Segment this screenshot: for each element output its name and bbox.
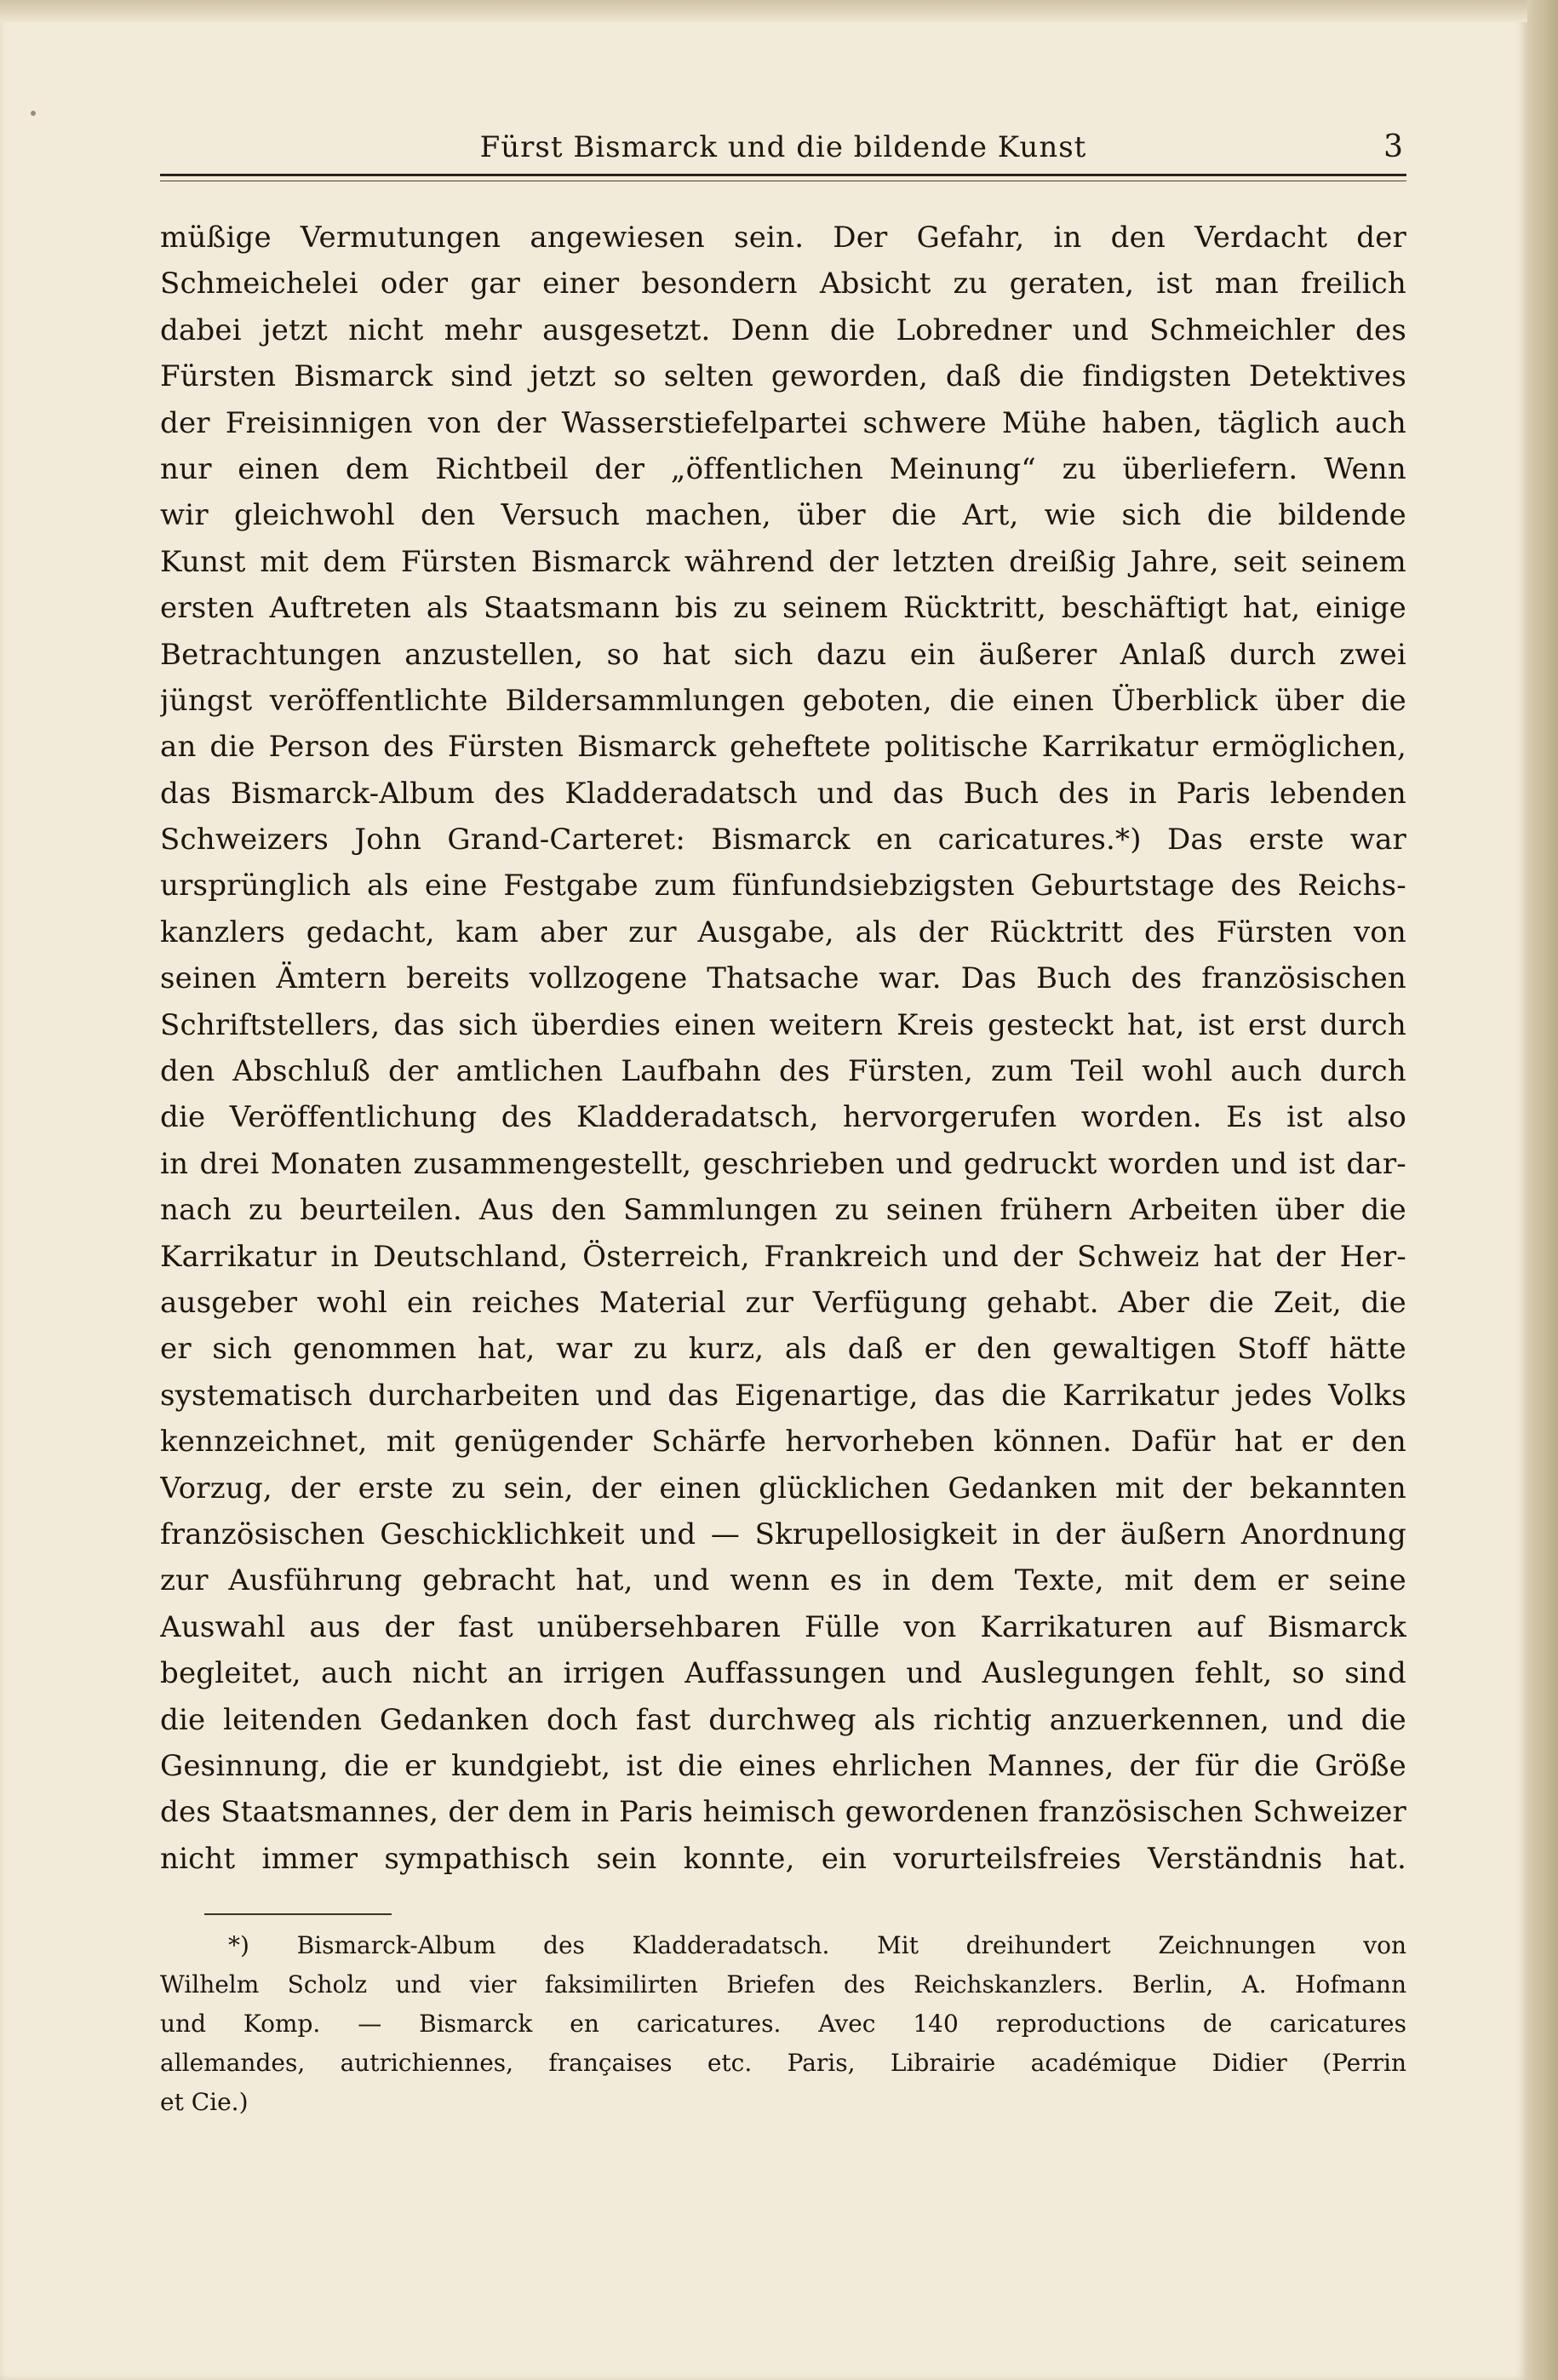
body-line: Betrachtungen anzustellen, so hat sich dazu ein äußerer Anlaß durch zwei	[160, 637, 1406, 672]
body-line: zur Ausführung gebracht hat, und wenn es in dem Texte, mit dem er seine	[160, 1563, 1406, 1598]
body-line: die leitenden Gedanken doch fast durchweg als richtig anzuerkennen, und die	[160, 1702, 1406, 1737]
paper-speck	[31, 111, 36, 116]
body-line: an die Person des Fürsten Bismarck geheftete politische Karrikatur ermöglichen,	[160, 730, 1406, 765]
body-line: Karrikatur in Deutschland, Österreich, Frankreich und der Schweiz hat der Her-	[160, 1239, 1406, 1274]
body-line: kanzlers gedacht, kam aber zur Ausgabe, als der Rücktritt des Fürsten von	[160, 915, 1406, 949]
body-line: französischen Geschicklichkeit und — Skrupellosigkeit in der äußern Anordnung	[160, 1517, 1406, 1551]
body-line: Kunst mit dem Fürsten Bismarck während der letzten dreißig Jahre, seit seinem	[160, 544, 1406, 579]
body-line: ursprünglich als eine Festgabe zum fünfundsiebzigsten Geburtstage des Reichs-	[160, 869, 1406, 903]
body-line: Gesinnung, die er kundgiebt, ist die eines ehrlichen Mannes, der für die Größe	[160, 1748, 1406, 1783]
body-line: des Staatsmannes, der dem in Paris heimisch gewordenen französischen Schweizer	[160, 1795, 1406, 1830]
page-top-shadow	[0, 0, 1558, 22]
body-line: Vorzug, der erste zu sein, der einen glücklichen Gedanken mit der bekannten	[160, 1471, 1406, 1505]
body-line: müßige Vermutungen angewiesen sein. Der Gefahr, in den Verdacht der	[160, 221, 1406, 255]
body-line: systematisch durcharbeiten und das Eigenartige, das die Karrikatur jedes Volks	[160, 1378, 1406, 1413]
footnote-rule	[204, 1913, 392, 1915]
footnote-line: et Cie.)	[160, 2088, 249, 2116]
body-line: dabei jetzt nicht mehr ausgesetzt. Denn die Lobredner und Schmeichler des	[160, 313, 1406, 347]
body-line: der Freisinnigen von der Wasserstiefelpartei schwere Mühe haben, täglich auch	[160, 405, 1406, 440]
body-line: in drei Monaten zusammengestellt, geschrieben und gedruckt worden und ist dar-	[160, 1146, 1406, 1181]
body-line: das Bismarck-Album des Kladderadatsch und das Buch des in Paris lebenden	[160, 776, 1406, 811]
footnote-line: Wilhelm Scholz und vier faksimilirten Briefen des Reichskanzlers. Berlin, A. Hofmann	[160, 1970, 1406, 1999]
body-line: jüngst veröffentlichte Bildersammlungen geboten, die einen Überblick über die	[160, 683, 1406, 718]
footnote-line: und Komp. — Bismarck en caricatures. Avec 140 reproductions de caricatures	[160, 2010, 1406, 2038]
body-line: die Veröffentlichung des Kladderadatsch, hervorgerufen worden. Es ist also	[160, 1100, 1406, 1135]
body-line: er sich genommen hat, war zu kurz, als daß er den gewaltigen Stoff hätte	[160, 1332, 1406, 1367]
body-line: Schmeichelei oder gar einer besondern Absicht zu geraten, ist man freilich	[160, 267, 1406, 301]
footnote-line: allemandes, autrichiennes, françaises etc. Paris, Librairie académique Didier (Perrin	[160, 2049, 1406, 2077]
body-line: nach zu beurteilen. Aus den Sammlungen zu seinen frühern Arbeiten über die	[160, 1193, 1406, 1228]
body-line: kennzeichnet, mit genügender Schärfe hervorheben können. Dafür hat er den	[160, 1425, 1406, 1460]
body-line: Schriftstellers, das sich überdies einen weitern Kreis gesteckt hat, ist erst durch	[160, 1007, 1406, 1042]
body-line: den Abschluß der amtlichen Laufbahn des Fürsten, zum Teil wohl auch durch	[160, 1054, 1406, 1089]
running-head	[160, 121, 1406, 176]
body-line: ersten Auftreten als Staatsmann bis zu seinem Rücktritt, beschäftigt hat, einige	[160, 591, 1406, 626]
body-line: wir gleichwohl den Versuch machen, über die Art, wie sich die bildende	[160, 498, 1406, 533]
body-text	[160, 215, 1406, 1882]
page-edge	[1527, 0, 1558, 2380]
body-line: nur einen dem Richtbeil der „öffentlichen Meinung“ zu überliefern. Wenn	[160, 451, 1406, 486]
running-head-title: Fürst Bismarck und die bildende Kunst	[479, 130, 1087, 164]
body-line: begleitet, auch nicht an irrigen Auffassungen und Auslegungen fehlt, so sind	[160, 1656, 1406, 1691]
body-line: Auswahl aus der fast unübersehbaren Fülle von Karrikaturen auf Bismarck	[160, 1609, 1406, 1644]
body-line: seinen Ämtern bereits vollzogene Thatsache war. Das Buch des französischen	[160, 961, 1406, 996]
body-line: Schweizers John Grand-Carteret: Bismarck en caricatures.*) Das erste war	[160, 823, 1406, 857]
page-number: 3	[1383, 129, 1403, 164]
footnote-line: *) Bismarck-Album des Kladderadatsch. Mit dreihundert Zeichnungen von	[228, 1931, 1406, 1959]
footnote	[160, 1926, 1406, 2122]
body-line: Fürsten Bismarck sind jetzt so selten geworden, daß die findigsten Detektives	[160, 359, 1406, 394]
body-line: ausgeber wohl ein reiches Material zur Verfügung gehabt. Aber die Zeit, die	[160, 1285, 1406, 1320]
body-line: nicht immer sympathisch sein konnte, ein vorurteilsfreies Verständnis hat.	[160, 1841, 1406, 1876]
